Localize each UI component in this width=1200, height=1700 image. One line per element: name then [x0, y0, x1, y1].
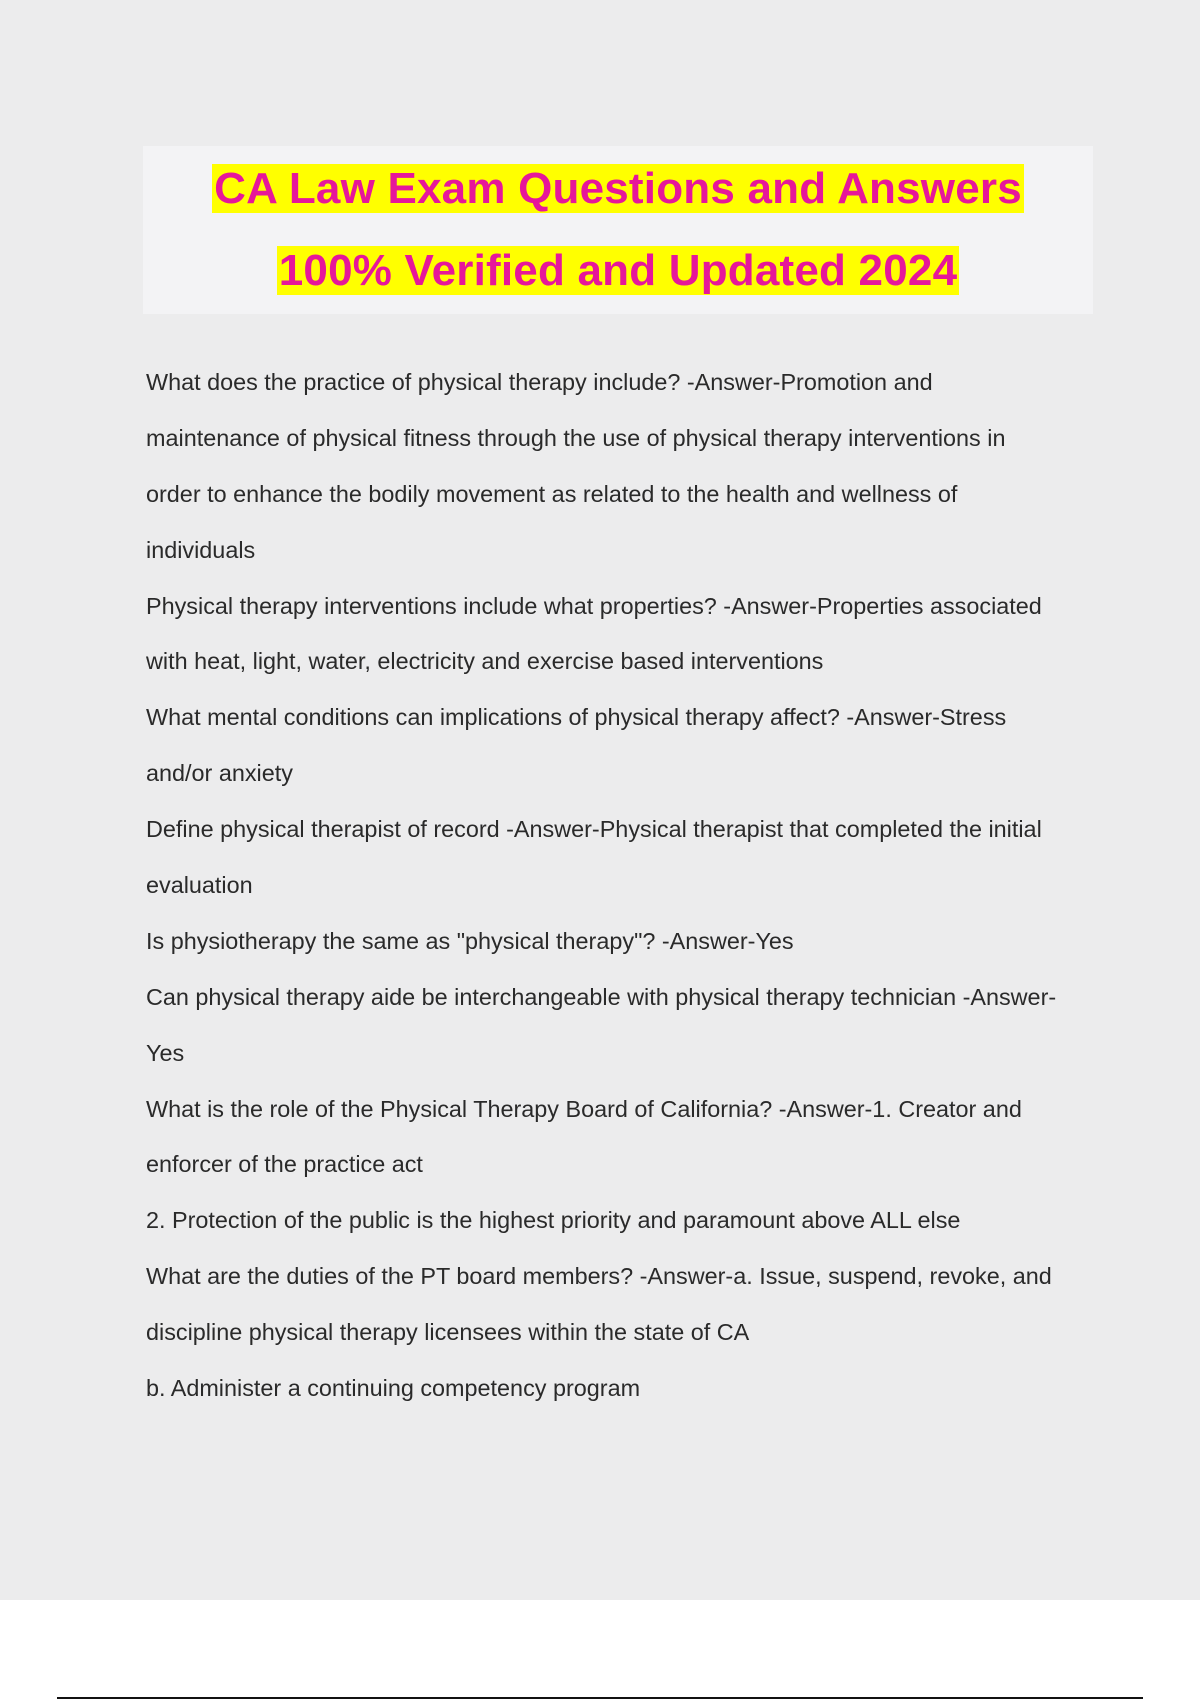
text-line: 2. Protection of the public is the highest priority and paramount above ALL else	[146, 1207, 961, 1234]
title-line-2	[143, 230, 1093, 312]
text-line: enforcer of the practice act	[146, 1151, 423, 1178]
text-line: What does the practice of physical therapy include? -Answer-Promotion and	[146, 369, 933, 395]
text-line: Is physiotherapy the same as "physical therapy"? -Answer-Yes	[146, 927, 794, 954]
text-line: Physical therapy interventions include what properties? -Answer-Properties associated	[146, 592, 1042, 619]
title-line-1	[143, 148, 1093, 230]
text-line: evaluation	[146, 872, 253, 899]
text-line: maintenance of physical fitness through the use of physical therapy interventions in	[146, 424, 1006, 451]
text-line: Yes	[146, 1039, 185, 1066]
qa-content	[146, 355, 1096, 1417]
text-line: Define physical therapist of record -Answer-Physical therapist that completed the initial	[146, 816, 1042, 843]
document-title: CA Law Exam Questions and Answers	[214, 164, 1022, 213]
footer-divider	[57, 1697, 1143, 1699]
text-line: and/or anxiety	[146, 760, 293, 787]
text-line: Can physical therapy aide be interchangeable with physical therapy technician -Answer-	[146, 983, 1057, 1010]
text-line: b. Administer a continuing competency program	[146, 1375, 641, 1402]
text-line: What is the role of the Physical Therapy Board of California? -Answer-1. Creator and	[146, 1095, 1022, 1122]
text-line: individuals	[146, 536, 256, 563]
text-line: What mental conditions can implications of physical therapy affect? -Answer-Stress	[146, 704, 1007, 731]
title-block	[143, 146, 1093, 314]
text-line: order to enhance the bodily movement as related to the health and wellness of	[146, 480, 958, 507]
text-line: discipline physical therapy licensees within the state of CA	[146, 1319, 750, 1346]
text-line: What are the duties of the PT board members? -Answer-a. Issue, suspend, revoke, and	[146, 1263, 1052, 1290]
text-line: with heat, light, water, electricity and exercise based interventions	[146, 648, 824, 675]
document-subtitle: 100% Verified and Updated 2024	[278, 246, 958, 295]
